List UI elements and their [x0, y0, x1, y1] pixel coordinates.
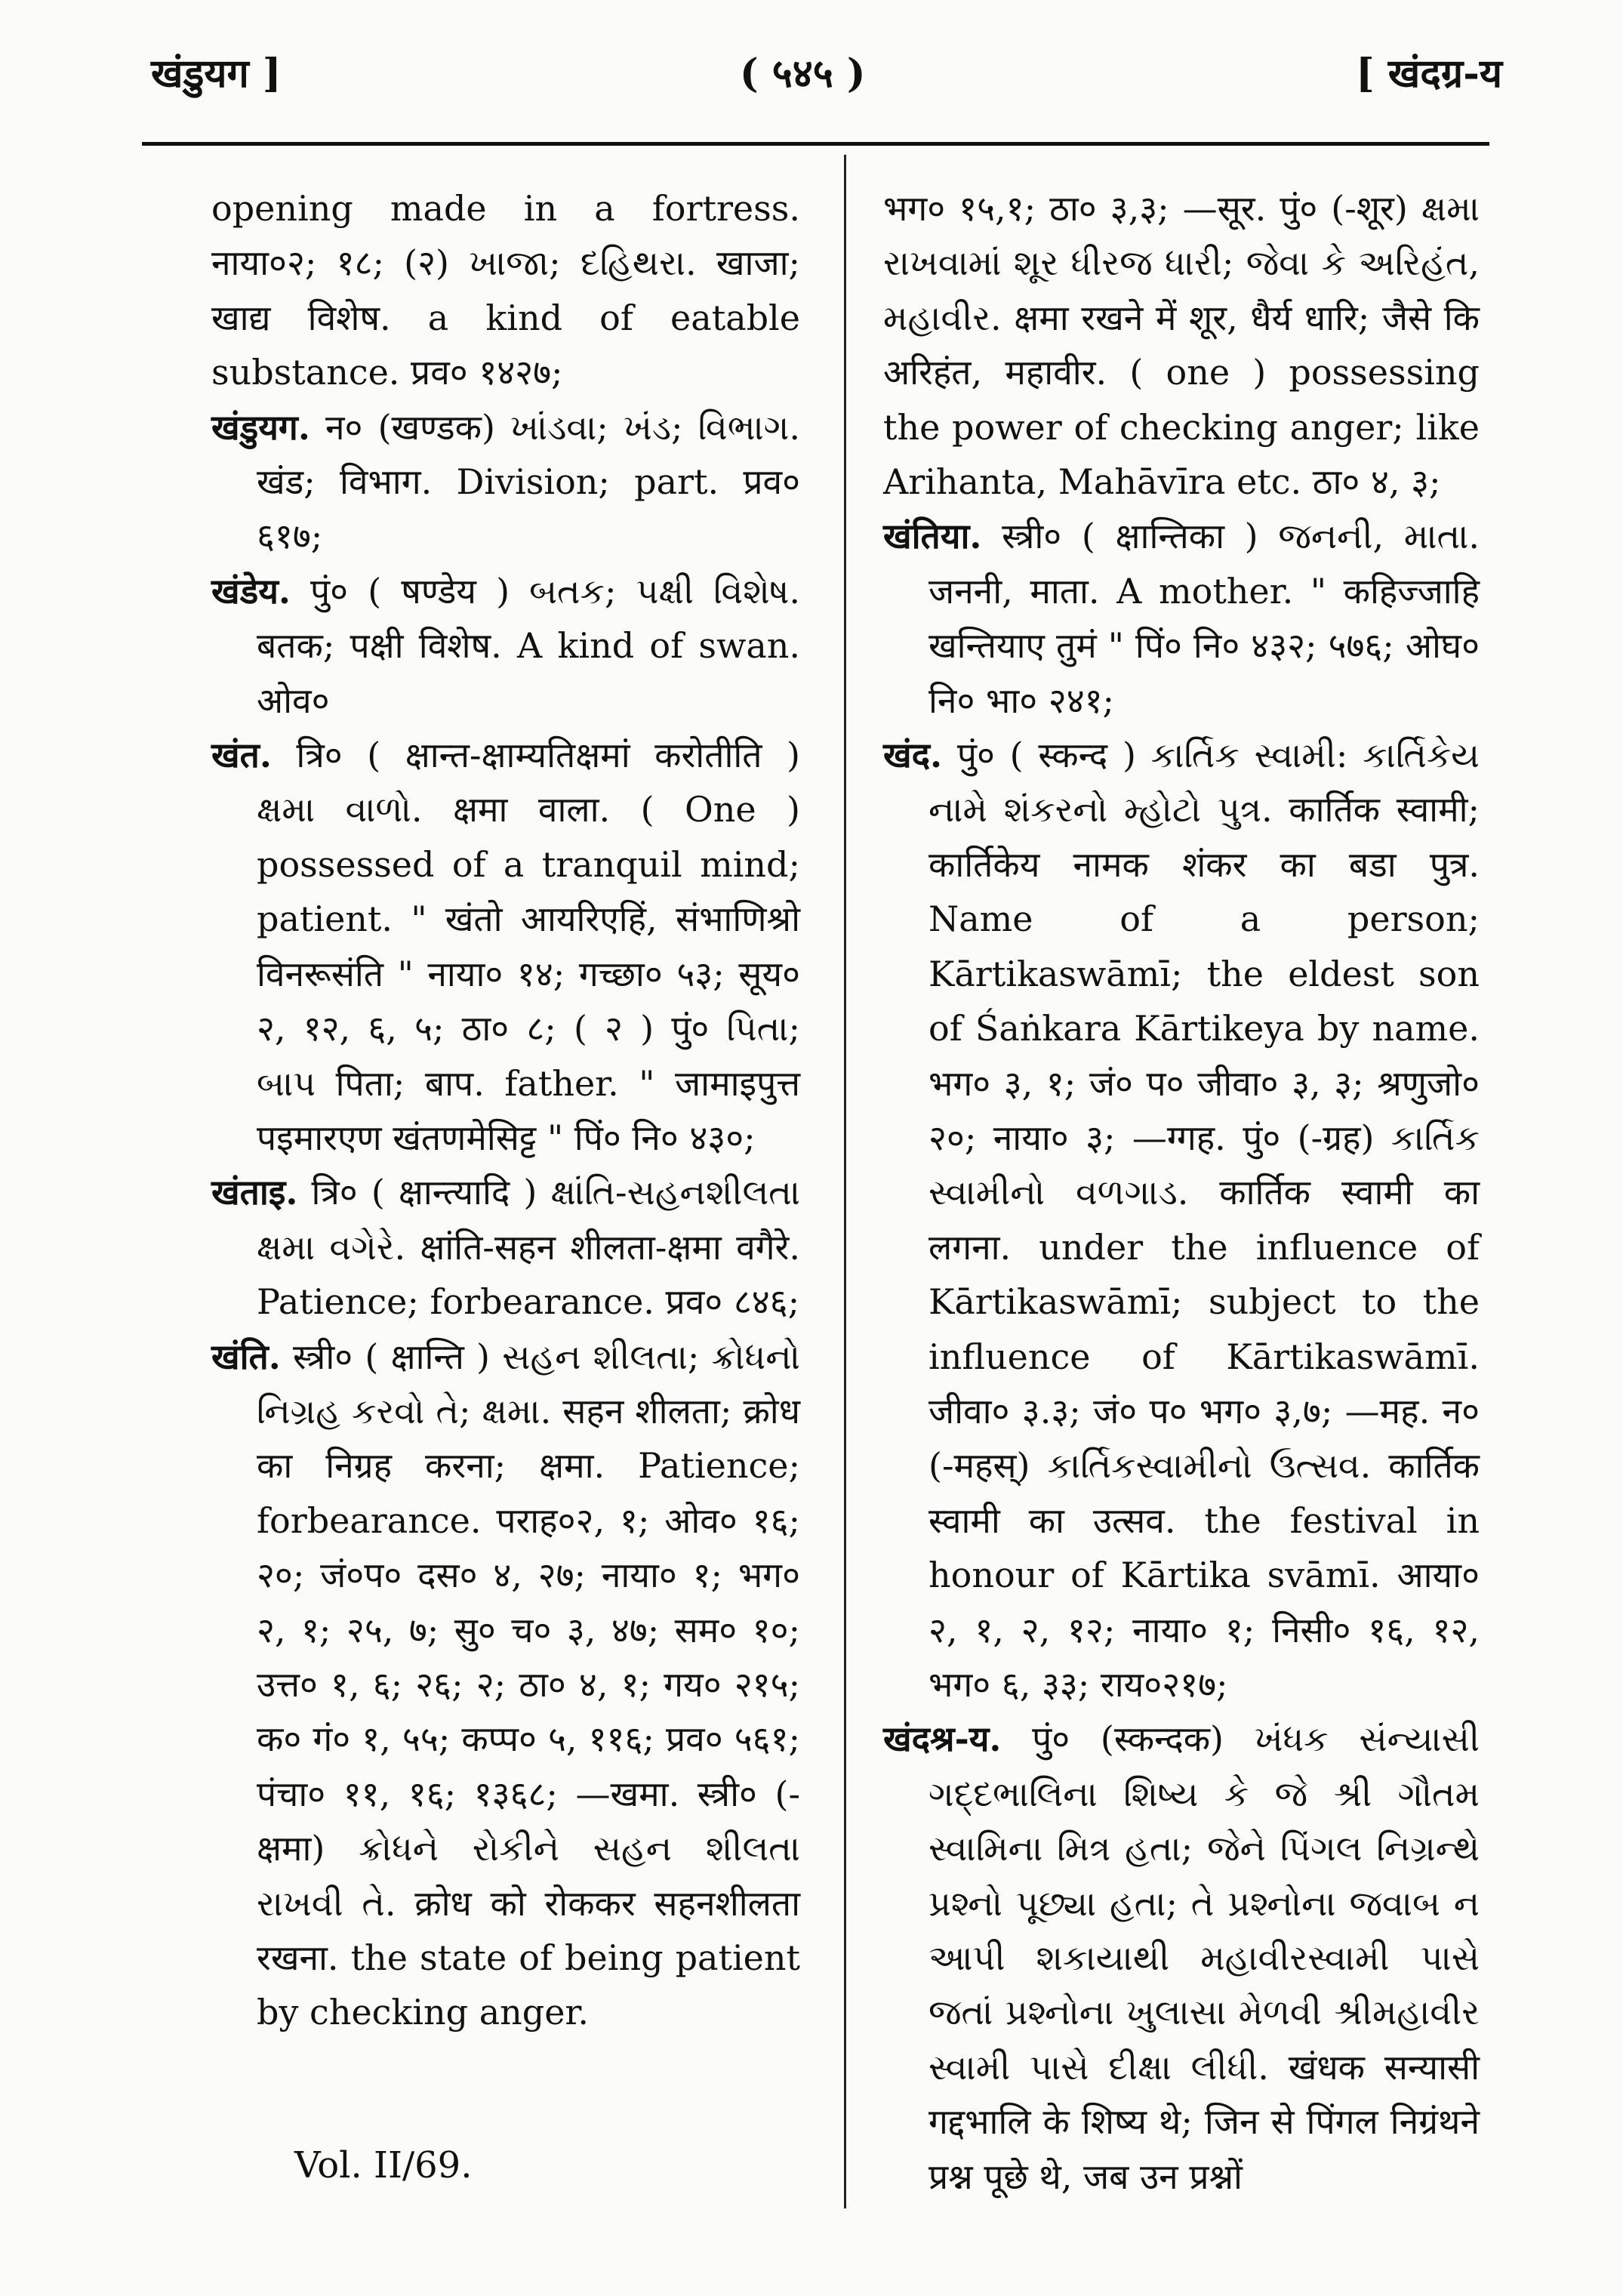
entry-text: पुं० (स्कन्दक) ખંધક સંન્યાસી ગદ્દભાલિના શિષ્ય કે જે શ્રી ગૌતમ સ્વામિના મિત્ર હતા; જેને પિંગલ નિગ્રન્થે પ્રશ્નો પૂછ્યા હતા; તે પ્રશ્નોના જવાબ ન આપી શકાયાથી મહાવીરસ્વામી પાસે જતાં પ્રશ્નોના ખુલાસા મેળવી શ્રીમહાવીર સ્વામી પાસે દીક્ષા લીધી. खंधक सन्यासी गद्दभालि के शिष्य थे; जिन से पिंगल निग्रंथने प्रश्न पूछे थे, जब उन प्रश्नों — [929, 1718, 1480, 2197]
header-page-number: ( ५४५ ) — [740, 51, 866, 97]
dictionary-entry — [883, 509, 1480, 728]
dictionary-entry — [211, 728, 800, 1165]
entry-headword: खंडुयग. — [211, 406, 310, 448]
dictionary-entry — [211, 181, 800, 400]
entry-headword: खंद. — [883, 735, 943, 776]
entry-text: स्त्री० ( क्षान्तिका ) જનની, માતા. जननी, माता. A mother. " कहिज्जाहि खन्तियाए तुमं " पिं० नि० ४३२; ५७६; ओघ० नि० भा० २४१; — [929, 516, 1480, 721]
entry-headword: खंतिया. — [883, 516, 982, 557]
volume-footer: Vol. II/69. — [294, 2144, 473, 2187]
entry-headword: खंताइ. — [211, 1172, 298, 1213]
left-column — [211, 181, 800, 2040]
dictionary-entry — [883, 181, 1480, 509]
dictionary-entry — [211, 564, 800, 728]
dictionary-entry — [211, 1330, 800, 2040]
header-rule — [142, 142, 1489, 146]
column-divider — [844, 155, 846, 2208]
dictionary-entry — [883, 728, 1480, 1712]
page-header — [151, 45, 1502, 98]
entry-text: स्त्री० ( क्षान्ति ) સહન શીલતા; ક્રોધનો નિગ્રહ કરવો તે; ક્ષમા. सहन शीलता; क्रोध का निग्रह करना; क्षमा. Patience; forbearance. पराह०२, १; ओव० १६; २०; जं०प० दस० ४, २७; नाया० १; भग० २, १; २५, ७; सु० च० ३, ४७; सम० १०; उत्त० १, ६; २६; २; ठा० ४, १; गय० २१५; क० गं० १, ५५; कप्प० ५, ११६; प्रव० ५६१; पंचा० ११, १६; १३६८; —खमा. स्त्री० (-क्षमा) ક્રોધને રોકીને સહન શીલતા રાખવી તે. क्रोध को रोककर सहनशीलता रखना. the state of being patient by checking anger. — [257, 1336, 800, 2033]
entry-text: भग० १५,१; ठा० ३,३; —सूर. पुं० (-शूर) ક્ષમા રાખવામાં શૂર ધીરજ ધારી; જેવા કે અરિહંત, મહાવીર. क्षमा रखने में शूर, धैर्य धारि; जैसे कि अरिहंत, महावीर. ( one ) possessing the power of checking anger; like Arihanta, Mahāvīra etc. ठा० ४, ३; — [883, 188, 1480, 503]
entry-text: न० (खण्डक) ખાંડવા; ખંડ; વિભાગ. खंड; विभाग. Division; part. प्रव० ६१७; — [257, 406, 800, 557]
entry-text: त्रि० ( क्षान्त-क्षाम्यतिक्षमां करोतीति ) ક્ષમા વાળો. क्षमा वाला. ( One ) possessed of a tranquil mind; patient. " खंतो आयरिएहिं, संभाणिश्रो विनरूसंति " नाया० १४; गच्छा० ५३; सूय० २, १२, ६, ५; ठा० ८; ( २ ) पुं० પિતા; બાપ पिता; बाप. father. " जामाइपुत्त पइमारएण खंतणमेसिट्ट " पिं० नि० ४३०; — [257, 735, 800, 1158]
entry-headword: खंति. — [211, 1336, 281, 1377]
header-left-guide-word: खंडुयग ] — [151, 51, 282, 97]
dictionary-entry — [211, 400, 800, 564]
dictionary-entry — [883, 1712, 1480, 2204]
entry-text: पुं० ( स्कन्द ) કાર્તિક સ્વામી: કાર્તિકેય નામે શંકરનો મ્હોટો પુત્ર. कार्तिक स्वामी; कार्तिकेय नामक शंकर का बडा पुत्र. Name of a person; Kārtikaswāmī; the eldest son of Śaṅkara Kārtikeya by name. भग० ३, १; जं० प० जीवा० ३, ३; श्रणुजो० २०; नाया० ३; —ग्गह. पुं० (-ग्रह) કાર્તિક સ્વામીનો વળગાડ. कार्तिक स्वामी का लगना. under the influence of Kārtikaswāmī; subject to the influence of Kārtikaswāmī. जीवा० ३.३; जं० प० भग० ३,७; —मह. न० (-महस्) કાર્તિકસ્વામીનો ઉત્સવ. कार्तिक स्वामी का उत्सव. the festival in honour of Kārtika svāmī. आया० २, १, २, १२; नाया० १; निसी० १६, १२, भग० ६, ३३; राय०२१७; — [929, 735, 1480, 1705]
entry-headword: खंदश्र-य. — [883, 1718, 1002, 1760]
header-right-guide-word: [ खंदग्र-य — [1356, 51, 1502, 97]
entry-text: पुं० ( षण्डेय ) બતક; પક્ષી વિશેષ. बतक; पक्षी विशेष. A kind of swan. ओव० — [257, 570, 800, 721]
dictionary-entry — [211, 1165, 800, 1329]
entry-headword: खंडेय. — [211, 570, 291, 612]
right-column — [883, 181, 1480, 2204]
entry-text: त्रि० ( क्षान्त्यादि ) ક્ષાંતિ-સહનશીલતા ક્ષમા વગેરે. क्षांति-सहन शीलता-क्षमा वगैरे. Patience; forbearance. प्रव० ८४६; — [257, 1172, 800, 1323]
entry-headword: खंत. — [211, 735, 272, 776]
entry-text: opening made in a fortress. नाया०२; १८; (२) ખાજા; દહિથરા. खाजा; खाद्य विशेष. a kind of eatable substance. प्रव० १४२७; — [211, 188, 800, 393]
